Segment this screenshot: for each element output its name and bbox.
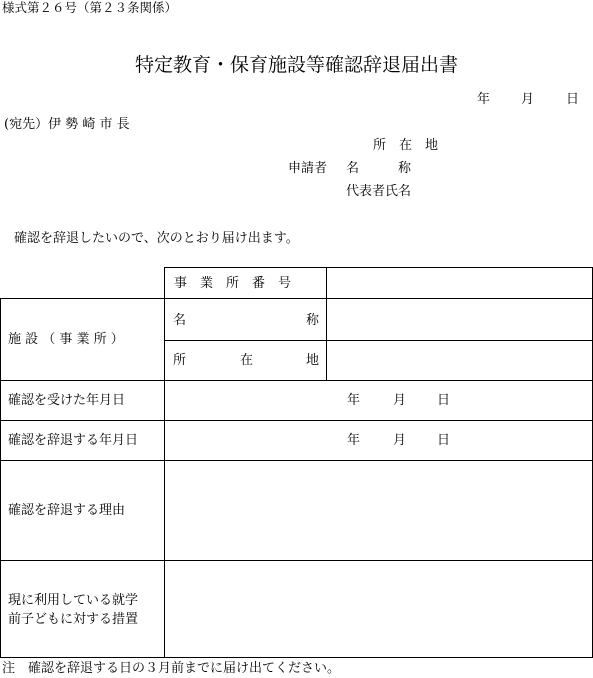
confirmed-date-label: 確認を受けた年月日 <box>8 393 126 408</box>
date-year-label: 年 <box>477 92 491 107</box>
confirmed-date-month: 月 <box>393 393 407 408</box>
applicant-address-label: 所 在 地 <box>373 138 439 153</box>
measures-label-line2: 前子どもに対する措置 <box>8 612 139 627</box>
date-month-label: 月 <box>521 92 535 107</box>
withdraw-date-label: 確認を辞退する年月日 <box>8 433 139 448</box>
facility-name-label-right: 称 <box>306 313 320 328</box>
applicant-representative-label: 代表者氏名 <box>346 184 412 199</box>
facility-address-label-right: 地 <box>306 353 320 368</box>
date-day-label: 日 <box>566 92 580 107</box>
facility-name-label-left: 名 <box>173 313 187 328</box>
withdraw-reason-label: 確認を辞退する理由 <box>8 503 126 518</box>
footnote: 注 確認を辞退する日の３月前までに届け出てください。 <box>2 661 341 676</box>
facility-label: 施 設 （ 事 業 所 ） <box>8 332 124 347</box>
withdraw-date-day: 日 <box>437 433 451 448</box>
document-title: 特定教育・保育施設等確認辞退届出書 <box>134 54 458 76</box>
facility-address-label-left: 所 <box>173 353 187 368</box>
facility-address-label-mid: 在 <box>240 353 254 368</box>
withdraw-date-month: 月 <box>393 433 407 448</box>
confirmed-date-day: 日 <box>437 393 451 408</box>
form-number: 様式第２６号（第２３条関係） <box>2 0 178 15</box>
business-number-label: 事 業 所 番 号 <box>174 276 292 291</box>
applicant-group-label: 申請者 <box>288 161 328 176</box>
withdraw-date-year: 年 <box>347 433 361 448</box>
measures-label-line1: 現に利用している就学 <box>8 593 139 608</box>
applicant-name-label: 名 称 <box>346 161 412 176</box>
confirmed-date-year: 年 <box>347 393 361 408</box>
intro-text: 確認を辞退したいので、次のとおり届け出ます。 <box>14 231 299 246</box>
addressee: (宛先）伊 勢 崎 市 長 <box>4 117 130 132</box>
